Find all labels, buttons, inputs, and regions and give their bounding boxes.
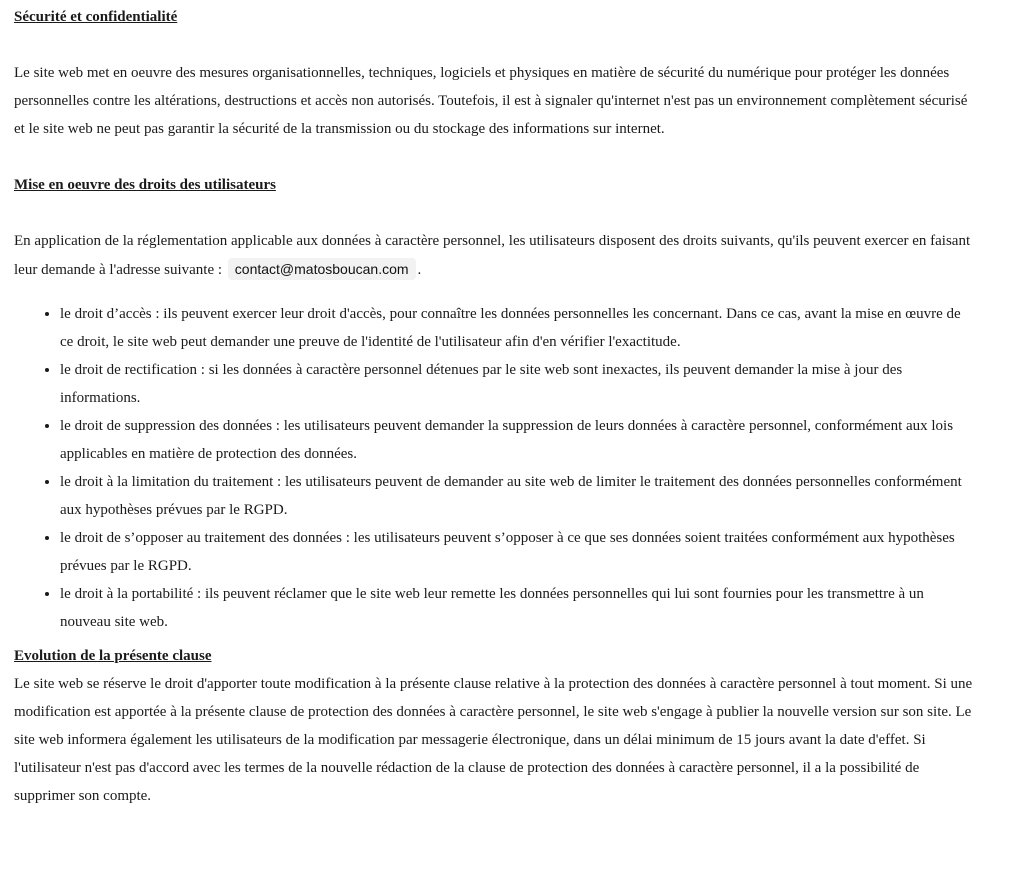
contact-email: contact@matosboucan.com [228,258,416,280]
rights-intro [14,227,974,284]
spacer [14,143,974,171]
list-item: • le droit de s’opposer au traitement des données : les utilisateurs peuvent s’opposer à ce que ses données soient traitées conformément aux hypothèses prévues par le RGPD. [60,524,974,580]
security-paragraph: Le site web met en oeuvre des mesures organisationnelles, techniques, logiciels et physiques en matière de sécurité du numérique pour protéger les données personnelles contre les altérations, destructions et accès non autorisés. Toutefois, il est à signaler qu'internet n'est pas un environnement complètement sécurisé et le site web ne peut pas garantir la sécurité de la transmission ou du stockage des informations sur internet. [14,65,968,137]
rights-intro-end: . [417,262,422,278]
spacer [14,199,974,227]
list-item: • le droit à la portabilité : ils peuvent réclamer que le site web leur remette les données personnelles qui lui sont fournies pour les transmettre à un nouveau site web. [60,580,974,636]
security-heading: Sécurité et confidentialité [14,9,178,25]
rights-intro-text: En application de la réglementation applicable aux données à caractère personnel, les utilisateurs disposent des droits suivants, qu'ils peuvent exercer en faisant leur demande à l'adresse suivante : [14,233,971,278]
evolution-paragraph: Le site web se réserve le droit d'apporter toute modification à la présente clause relative à la protection des données à caractère personnel à tout moment. Si une modification est apportée à la présente clause de protection des données à caractère personnel, le site web s'engage à publier la nouvelle version sur son site. Le site web informera également les utilisateurs de la modification par messagerie électronique, dans un délai minimum de 15 jours avant la date d'effet. Si l'utilisateur n'est pas d'accord avec les termes de la nouvelle rédaction de la clause de protection des données à caractère personnel, il a la possibilité de supprimer son compte. [14,676,973,804]
list-item: • le droit à la limitation du traitement : les utilisateurs peuvent de demander au site web de limiter le traitement des données personnelles conformément aux hypothèses prévues par le RGPD. [60,468,974,524]
evolution-heading: Evolution de la présente clause [14,648,212,664]
list-item: • le droit d’accès : ils peuvent exercer leur droit d'accès, pour connaître les données personnelles les concernant. Dans ce cas, avant la mise en œuvre de ce droit, le site web peut demander une preuve de l'identité de l'utilisateur afin d'en vérifier l'exactitude. [60,300,974,356]
spacer [14,31,974,59]
list-item: • le droit de suppression des données : les utilisateurs peuvent demander la suppression de leurs données à caractère personnel, conformément aux lois applicables en matière de protection des données. [60,412,974,468]
rights-list [14,300,974,636]
rights-heading: Mise en oeuvre des droits des utilisateurs [14,177,276,193]
list-item: • le droit de rectification : si les données à caractère personnel détenues par le site web sont inexactes, ils peuvent demander la mise à jour des informations. [60,356,974,412]
